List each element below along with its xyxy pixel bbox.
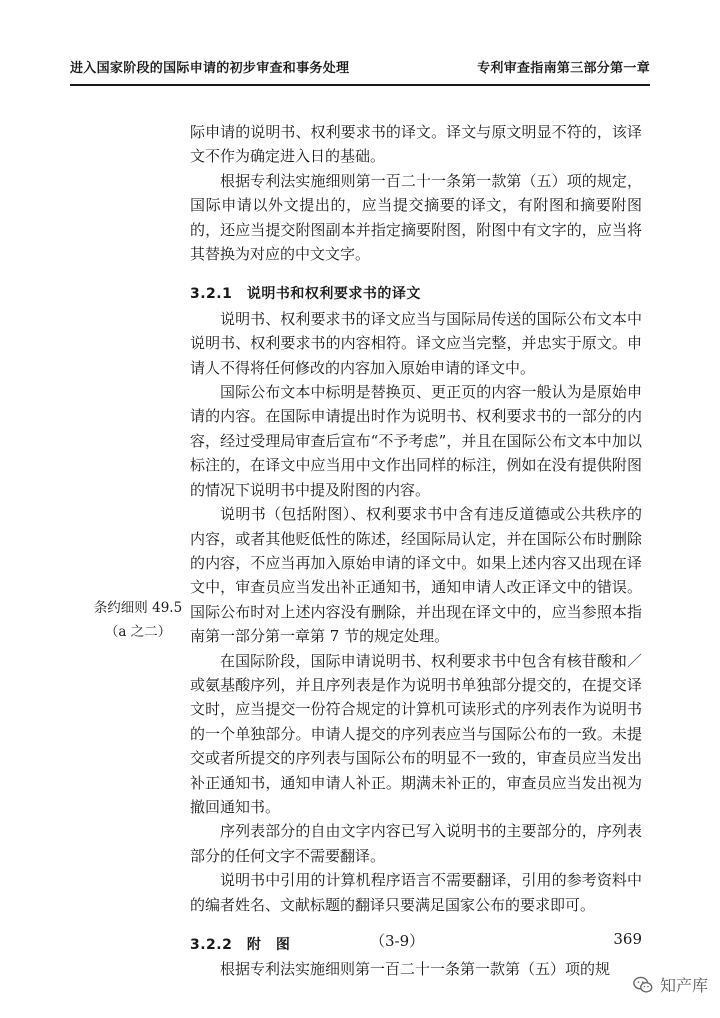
- section-page-number: （3-9）: [370, 932, 425, 950]
- paragraph: 根据专利法实施细则第一百二十一条第一款第（五）项的规: [220, 960, 611, 979]
- header-guide-title: 专利审查指南第三部分第一章: [477, 60, 650, 76]
- paragraph: 说明书中引用的计算机程序语言不需要翻译，引用的参考资料中的编者姓名、文献标题的翻译只要满足国家公布的要求即可。: [190, 871, 642, 914]
- running-header: [70, 55, 650, 77]
- margin-note-subrule: （a 之二）: [104, 624, 172, 640]
- paragraph: 根据专利法实施细则第一百二十一条第一款第（五）项的规定，国际申请以外文提出的，应当提交摘要的译文，有附图和摘要附图的，还应当提交附图副本并指定摘要附图，附图中有文字的，应当将其替换为对应的中文文字。: [190, 171, 642, 264]
- header-rule: [70, 84, 650, 86]
- section-heading: 3.2.1 说明书和权利要求书的译文: [190, 286, 421, 303]
- wechat-icon: [632, 974, 654, 996]
- paragraph: 际申请的说明书、权利要求书的译文。译文与原文明显不符的，该译文不作为确定进入日的基础。: [190, 123, 642, 166]
- page-number: 369: [613, 930, 642, 948]
- paragraph: 说明书、权利要求书的译文应当与国际局传送的国际公布文本中说明书、权利要求书的内容相符。译文应当完整，并忠实于原文。申请人不得将任何修改的内容加入原始申请的译文中。: [190, 309, 642, 377]
- margin-note-rule: 条约细则 49.5: [93, 600, 183, 616]
- page-body: [190, 120, 642, 982]
- margin-note: [88, 596, 188, 644]
- watermark-text: 知产库: [659, 976, 708, 995]
- paragraph: 序列表部分的自由文字内容已写入说明书的主要部分的，序列表部分的任何文字不需要翻译。: [190, 822, 642, 865]
- section-heading: 3.2.2 附 图: [190, 937, 291, 953]
- paragraph: 在国际阶段，国际申请说明书、权利要求书中包含有核苷酸和／或氨基酸序列，并且序列表是作为说明书单独部分提交的，在提交译文时，应当提交一份符合规定的计算机可读形式的序列表作为说明书的一个单独部分。申请人提交的序列表应当与国际公布的一致。未提交或者所提交的序列表与国际公布的明显不一致的，审查员应当发出补正通知书，通知申请人补正。期满未补正的，审查员应当发出视为撤回通知书。: [190, 651, 642, 816]
- header-chapter-title: 进入国家阶段的国际申请的初步审查和事务处理: [70, 60, 350, 76]
- paragraph: 国际公布文本中标明是替换页、更正页的内容一般认为是原始申请的内容。在国际申请提出时作为说明书、权利要求书的一部分的内容，经过受理局审查后宣布“不予考虑”，并且在国际公布文本中加以标注的，在译文中应当用中文作出同样的标注，例如在没有提供附图的情况下说明书中提及附图的内容。: [190, 383, 642, 499]
- page-footer: [190, 930, 642, 954]
- watermark: [632, 973, 708, 996]
- paragraph: 说明书（包括附图）、权利要求书中含有违反道德或公共秩序的内容，或者其他贬低性的陈述，经国际局认定，并在国际公布时删除的内容，不应当再加入原始申请的译文中。如果上述内容又出现在译文中，审查员应当发出补正通知书，通知申请人改正译文中的错误。国际公布时对上述内容没有删除，并出现在译文中的，应当参照本指南第一部分第一章第 7 节的规定处理。: [190, 505, 642, 646]
